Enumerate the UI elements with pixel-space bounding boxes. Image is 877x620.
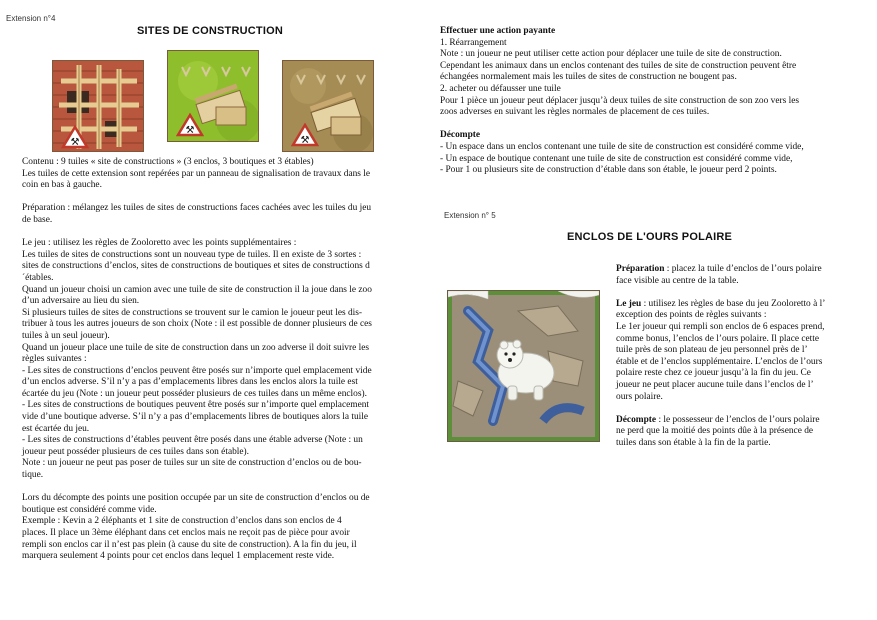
text-line: de base. [22,214,53,225]
text-line: boutique est considéré comme vide. [22,504,157,515]
text-line: - Un espace dans un enclos contenant une tuile de site de construction est considéré comme vide, [440,141,804,152]
text-line: Exemple : Kevin a 2 éléphants et 1 site de construction d’enclos dans son enclos de 4 [22,516,342,527]
text-line: 1. Réarrangement [440,37,507,48]
enclos-construction-tile [52,60,144,152]
text-line: coin en bas à gauche. [22,180,102,191]
extension-label-5: Extension n° 5 [444,211,496,220]
decompte-heading: Décompte [440,130,481,141]
text-line: Lors du décompte des points une position occupée par un site de construction d’enclos ou de [22,493,370,504]
polar-bear-enclosure-tile [447,290,600,442]
svg-text:⚒: ⚒ [70,137,80,148]
text-line: tuiles à un seul joueur). [22,330,110,341]
text-line: étable et de l’enclos supplémentaire. L’enclos de l’ours [616,356,823,367]
text-line: Le jeu : utilisez les règles de base du jeu Zooloretto à l’ [616,298,826,309]
etable-construction-tile [282,60,374,152]
text-line: écartée du jeu (Note : un joueur peut posséder plusieurs de ces tuiles dans un même enclos). [22,388,367,399]
text-line: Préparation : placez la tuile d’enclos de l’ours polaire [616,264,822,274]
text-line: - Les sites de constructions d’étables peuvent être posés dans une étable adverse (Note : un [22,435,363,446]
text-line: Le 1er joueur qui rempli son enclos de 6 espaces prend, [616,321,825,332]
text-line: Décompte : le possesseur de l’enclos de l’ours polaire [616,414,820,425]
text-line: Quand un joueur place une tuile de site de construction dans un zoo adverse il doit suivre les [22,342,370,353]
text-line: Quand un joueur choisi un camion avec une tuile de site de construction il la joue dans le zoo [22,284,372,295]
polar-bear-text [616,264,872,450]
text-line: rempli son enclos car il n’est pas plein (à cause du site de construction). A la fin du jeu, il [22,539,357,550]
text-line: marquera seulement 4 points pour cet enclos dans lequel 1 emplacement reste vide. [22,551,335,562]
text-line: règles suivantes : [22,354,87,365]
text-line: vide d’une boutique adverse. S’il n’y a pas d’emplacements libres de boutiques alors la tuile [22,412,368,423]
text-line: 2. acheter ou défausser une tuile [440,83,561,94]
text-line: Contenu : 9 tuiles « site de constructions » (3 enclos, 3 boutiques et 3 étables) [22,157,314,167]
text-line: Préparation : mélangez les tuiles de sites de constructions faces cachées avec les tuiles du jeu [22,203,372,214]
text-line: face visible au centre de la table. [616,275,739,286]
text-line: Le jeu : utilisez les règles de Zooloretto avec les points supplémentaires : [22,238,297,249]
text-line: - Un espace de boutique contenant une tuile de site de construction est considéré comme vide, [440,153,793,164]
text-line: places. Il place un 3ème éléphant dans cet enclos mais ne reçoit pas de pièce pour avoir [22,528,350,538]
text-line: Cependant les animaux dans un enclos contenant des tuiles de site de construction peuvent être [440,60,797,71]
text-line: tribuer à tous les autres joueurs de son choix (Note : il est possible de donner plusieurs de ces [22,319,372,330]
text-line: tuile près de son plateau de jeu personnel près de l’ [616,345,808,356]
text-line: ne perd que la moitié des points dûe à la présence de [616,426,814,437]
text-line: - Les sites de constructions de boutiques peuvent être posés sur n’importe quel emplacement [22,400,370,411]
text-line: d’un enclos adverse. S’il n’y a pas d’emplacements libres dans les enclos alors la tuile est [22,377,358,388]
boutique-construction-tile [167,50,259,142]
text-line: Les tuiles de cette extension sont repérées par un panneau de signalisation de travaux dans le [22,168,371,179]
text-line: Note : un joueur ne peut pas poser de tuiles sur un site de construction d’enclos ou de bou- [22,458,362,469]
text-line: - Pour 1 ou plusieurs site de construction d’étable dans son étable, le joueur perd 2 points. [440,165,777,176]
text-line: ours polaire. [616,391,663,402]
right-upper-text [440,26,870,177]
action-heading: Effectuer une action payante [440,26,556,36]
left-body-text [22,157,417,563]
text-line: comme bonus, l’enclos de l’ours polaire. Il place cette [616,333,820,344]
text-line: tique. [22,470,44,481]
svg-text:⚒: ⚒ [300,135,310,146]
text-line: Note : un joueur ne peut utiliser cette action pour déplacer une tuile de site de construction. [440,49,782,60]
section-title-5: ENCLOS DE L'OURS POLAIRE [567,231,733,243]
text-line: ´étables. [22,272,54,283]
text-line: est écartée du jeu. [22,423,90,434]
text-line: Si plusieurs tuiles de sites de constructions se trouvent sur le camion le joueur peut les dis- [22,307,363,318]
text-line: polaire reste chez ce joueur jusqu’à la fin du jeu. Ce [616,368,811,379]
text-line: zoos adverses en suivant les règles normales de placement de ces tuiles. [440,107,710,118]
text-line: joueur ne peut placer aucune tuile dans l’enclos de l’ [616,379,814,390]
text-line: Pour 1 pièce un joueur peut déplacer jusqu’à deux tuiles de site construction de son zoo vers les [440,95,800,106]
text-line: joueur peut posséder plusieurs de ces tuiles dans son étable). [22,446,250,457]
section-title: SITES DE CONSTRUCTION [137,25,283,37]
text-line: exception des points de règles suivants : [616,310,767,321]
text-line: - Les sites de constructions d’enclos peuvent être posés sur n’importe quel emplacement vide [22,365,372,376]
text-line: Les tuiles de sites de constructions sont un nouveau type de tuiles. Il en existe de 3 sortes : [22,249,362,260]
svg-text:⚒: ⚒ [185,125,195,136]
text-line: échangées normalement mais les tuiles de sites de construction ne bougent pas. [440,72,737,83]
text-line: tuiles dans son étable à la fin de la partie. [616,437,771,448]
extension-label: Extension n°4 [6,14,56,23]
text-line: d’un adversaire au lieu du sien. [22,296,140,307]
text-line: sites de constructions d’enclos, sites de constructions de boutiques et sites de constructions d [22,261,370,272]
